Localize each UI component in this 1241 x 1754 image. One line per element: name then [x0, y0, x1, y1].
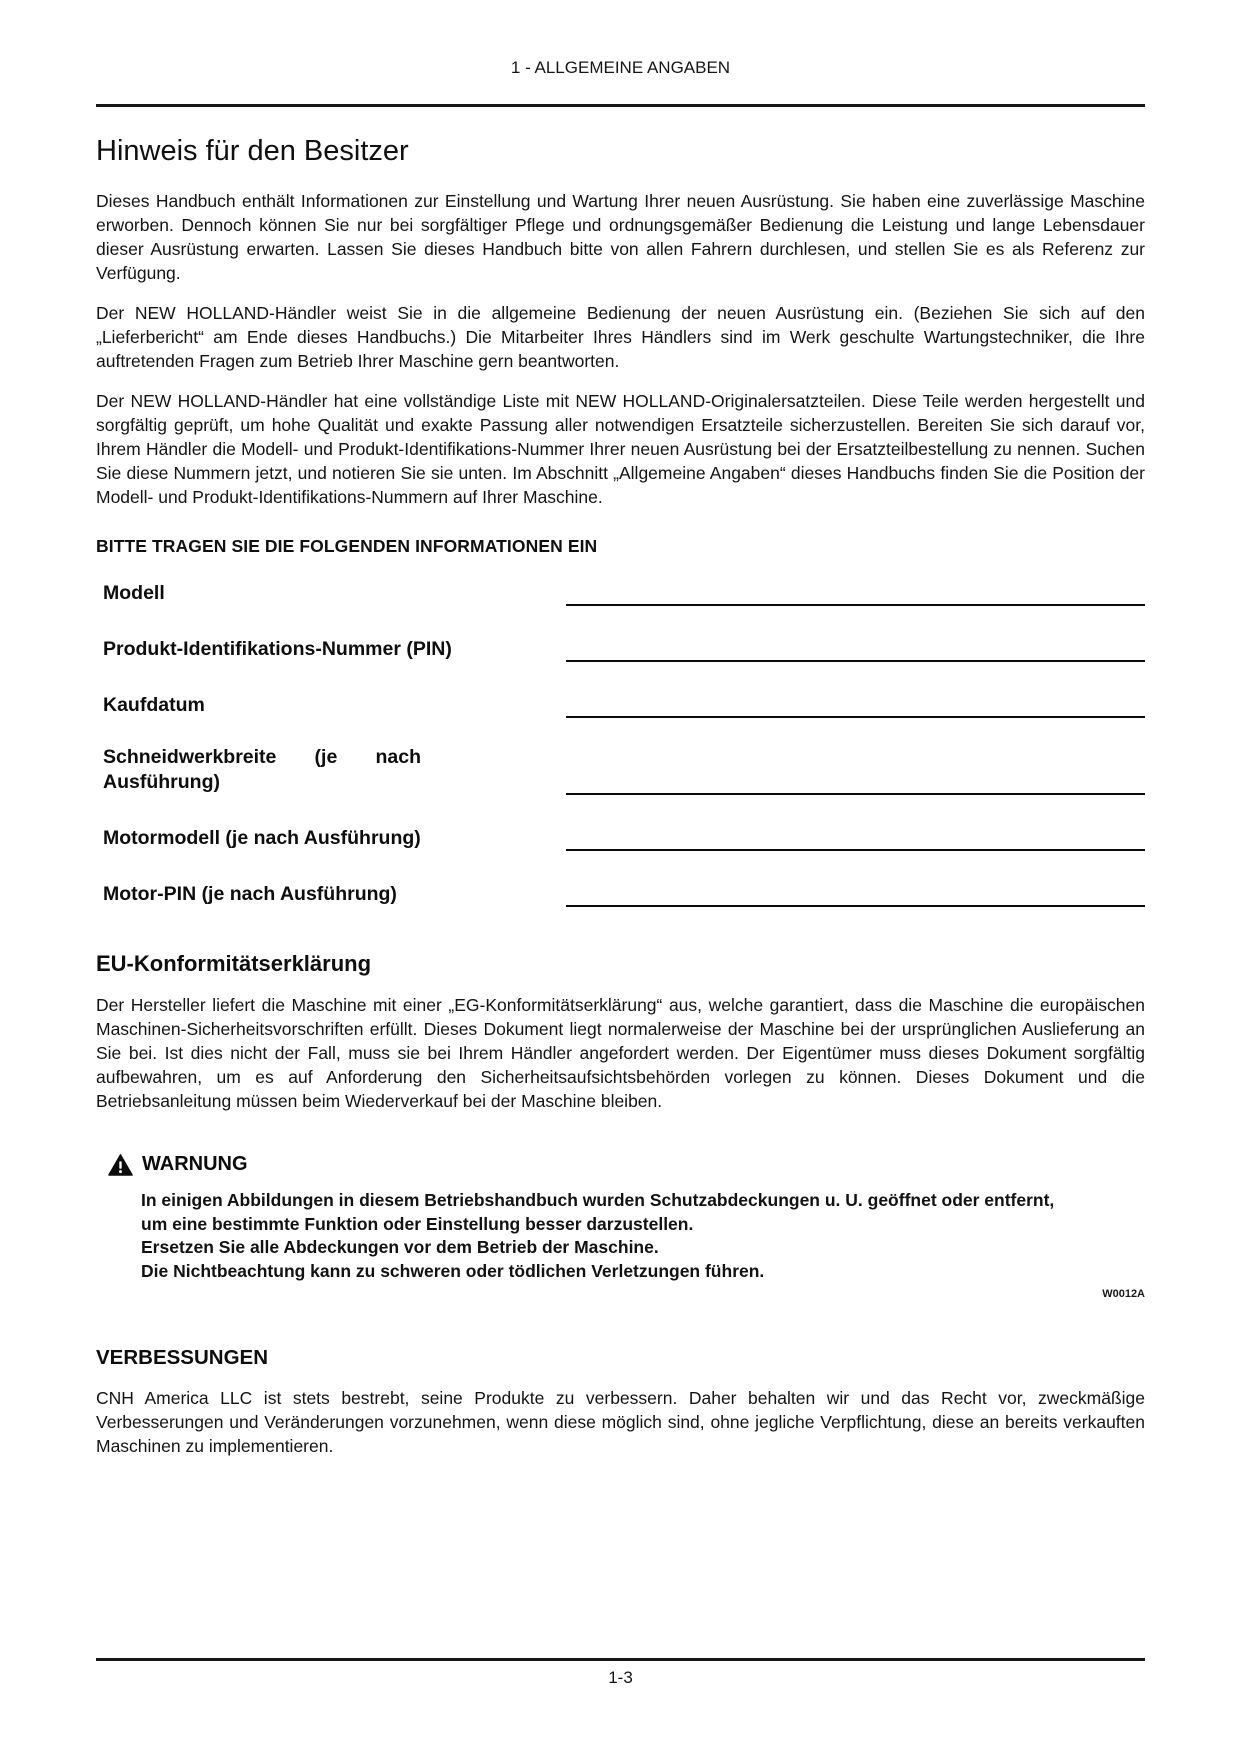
warning-title: WARNUNG [142, 1153, 248, 1175]
page-content [96, 134, 1145, 1458]
field-label: Modell [103, 582, 165, 604]
form-heading: BITTE TRAGEN SIE DIE FOLGENDEN INFORMATIONEN EIN [96, 536, 598, 556]
field-label: Motor-PIN (je nach Ausführung) [103, 883, 397, 905]
form-field-row-purchase-date [96, 689, 1145, 718]
paragraph: Der NEW HOLLAND-Händler weist Sie in die allgemeine Bedienung der neuen Ausrüstung ein. (Beziehen Sie sich auf den „Lieferbericht“ am Ende dieses Handbuchs.) Die Mitarbeiter Ihres Händlers sind im Werk geschulte Wartungstechniker, die Ihre auftretenden Fragen zum Betrieb Ihrer Maschine gern beantworten. [96, 303, 1145, 371]
form-field-row-header-width [96, 745, 1145, 795]
warning-box [96, 1153, 1145, 1300]
field-blank-line [566, 634, 1145, 662]
section-heading-eu-declaration: EU-Konformitätserklärung [96, 951, 372, 976]
warning-header [108, 1153, 1145, 1176]
field-blank-line [566, 578, 1145, 606]
paragraph: Der NEW HOLLAND-Händler hat eine vollständige Liste mit NEW HOLLAND-Originalersatzteilen. Diese Teile werden hergestellt und sorgfältig geprüft, um hohe Qualität und exakte Passung aller notwendigen Ersatzteile sicherzustellen. Bereiten Sie sich darauf vor, Ihrem Händler die Modell- und Produkt-Identifikations-Nummer Ihrer neuen Ausrüstung bei der Ersatzteilbestellung zu nennen. Suchen Sie diese Nummern jetzt, und notieren Sie sie unten. Im Abschnitt „Allgemeine Angaben“ dieses Handbuchs finden Sie die Position der Modell- und Produkt-Identifikations-Nummern auf Ihrer Maschine. [96, 391, 1145, 507]
page-footer [96, 1658, 1145, 1688]
form-field-row-model [96, 577, 1145, 606]
field-blank-line [566, 823, 1145, 851]
field-blank-line [566, 879, 1145, 907]
warning-text-line: Ersetzen Sie alle Abdeckungen vor dem Betrieb der Maschine. [141, 1237, 659, 1257]
field-label: Kaufdatum [103, 694, 205, 716]
page-number: 1-3 [608, 1668, 633, 1687]
form-field-row-pin [96, 633, 1145, 662]
field-label: Produkt-Identifikations-Nummer (PIN) [103, 638, 452, 660]
section-heading-improvements: VERBESSUNGEN [96, 1346, 269, 1369]
footer-rule [96, 1658, 1145, 1661]
form-field-row-engine-pin [96, 878, 1145, 907]
warning-triangle-icon [108, 1154, 133, 1176]
field-blank-line [566, 767, 1145, 795]
form-field-row-engine-model [96, 822, 1145, 851]
warning-body [108, 1189, 1066, 1283]
warning-reference-code: W0012A [1102, 1288, 1145, 1300]
field-label: Schneidwerkbreite (je nach Ausführung) [103, 746, 421, 793]
field-blank-line [566, 690, 1145, 718]
page-title: Hinweis für den Besitzer [96, 135, 409, 167]
field-label: Motormodell (je nach Ausführung) [103, 827, 421, 849]
paragraph: CNH America LLC ist stets bestrebt, seine Produkte zu verbessern. Daher behalten wir und das Recht vor, zweckmäßige Verbesserungen und Veränderungen vorzunehmen, wenn diese möglich sind, ohne jegliche Verpflichtung, diese an bereits verkauften Maschinen zu implementieren. [96, 1388, 1145, 1456]
running-header: 1 - ALLGEMEINE ANGABEN [510, 58, 731, 77]
warning-text-line: In einigen Abbildungen in diesem Betriebshandbuch wurden Schutzabdeckungen u. U. geöffnet oder entfernt, um eine bestimmte Funktion oder Einstellung besser darzustellen. [141, 1190, 1055, 1234]
warning-text-line: Die Nichtbeachtung kann zu schweren oder tödlichen Verletzungen führen. [141, 1260, 765, 1281]
header-rule [96, 104, 1145, 107]
paragraph: Dieses Handbuch enthält Informationen zur Einstellung und Wartung Ihrer neuen Ausrüstung. Sie haben eine zuverlässige Maschine erworben. Dennoch können Sie nur bei sorgfältiger Pflege und ordnungsgemäßer Bedienung die Leistung und lange Lebensdauer dieser Ausrüstung erwarten. Lassen Sie dieses Handbuch bitte von allen Fahrern durchlesen, und stellen Sie es als Referenz zur Verfügung. [96, 191, 1145, 283]
paragraph: Der Hersteller liefert die Maschine mit einer „EG-Konformitätserklärung“ aus, welche garantiert, dass die Maschine die europäischen Maschinen-Sicherheitsvorschriften erfüllt. Dieses Dokument liegt normalerweise der Maschine bei der ursprünglichen Auslieferung an Sie bei. Ist dies nicht der Fall, muss sie bei Ihrem Händler angefordert werden. Der Eigentümer muss dieses Dokument sorgfältig aufbewahren, um es auf Anforderung den Sicherheitsaufsichtsbehörden vorlegen zu können. Dieses Dokument und die Betriebsanleitung müssen beim Wiederverkauf bei der Maschine bleiben. [96, 995, 1145, 1111]
